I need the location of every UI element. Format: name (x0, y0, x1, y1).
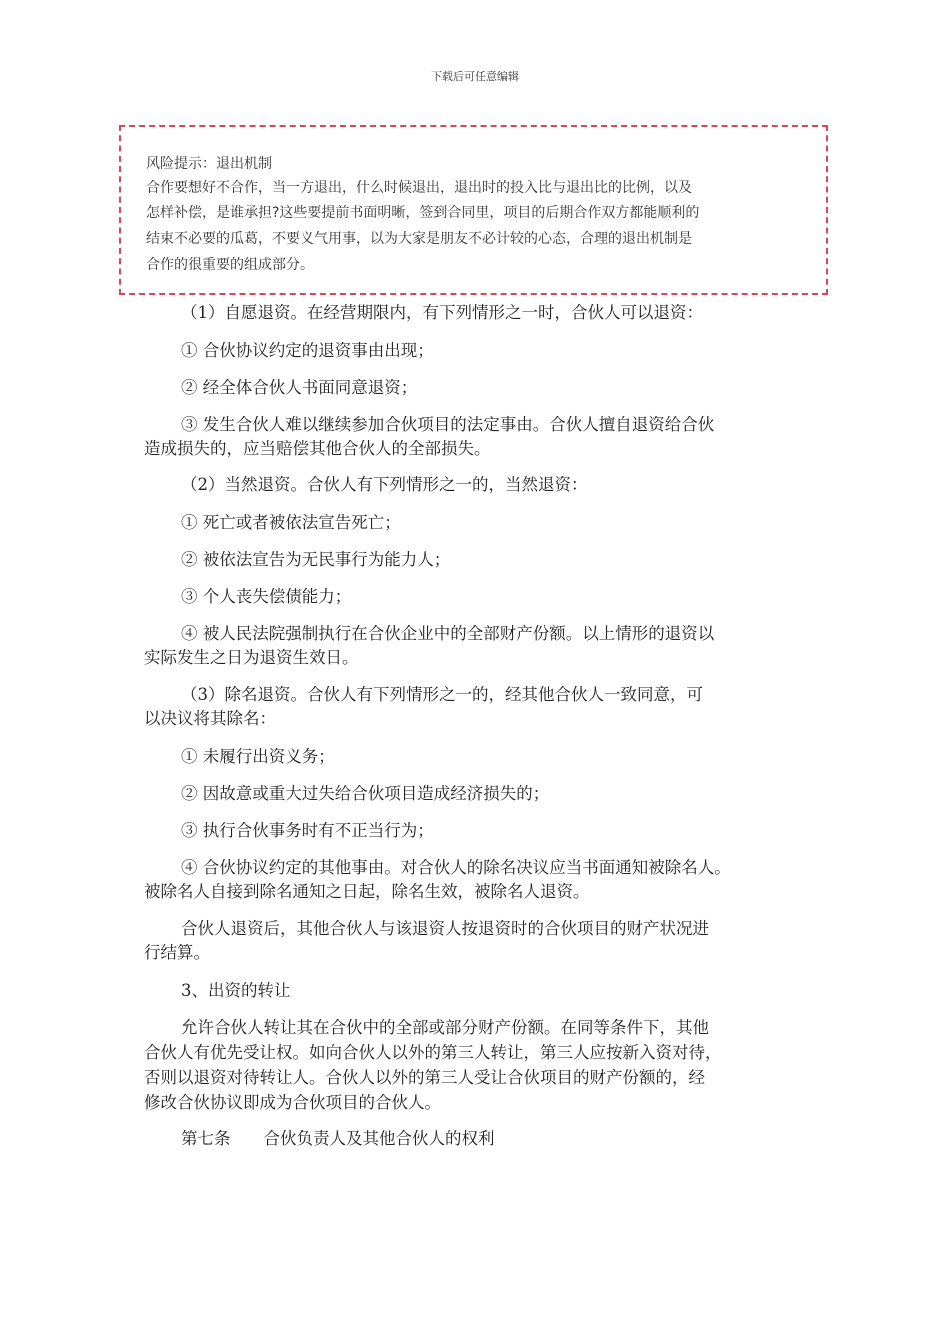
list-item: ② 经全体合伙人书面同意退资； (181, 378, 418, 397)
paragraph-continuation: 否则以退资对待转让人。合伙人以外的第三人受让合伙项目的财产份额的，经 (144, 1068, 705, 1087)
paragraph-expulsion-withdrawal: （3）除名退资。合伙人有下列情形之一的，经其他合伙人一致同意，可 (181, 685, 703, 704)
list-item: ④ 合伙协议约定的其他事由。对合伙人的除名决议应当书面通知被除名人。 (181, 858, 731, 877)
risk-warning-line: 合作要想好不合作，当一方退出，什么时候退出，退出时的投入比与退出比的比例，以及 (146, 180, 692, 196)
paragraph-continuation: 修改合伙协议即成为合伙项目的合伙人。 (144, 1093, 441, 1112)
list-item-continuation: 被除名人自接到除名通知之日起，除名生效，被除名人退资。 (144, 882, 590, 901)
paragraph-settlement: 合伙人退资后，其他合伙人与该退资人按退资时的合伙项目的财产状况进 (181, 919, 709, 938)
list-item: ① 合伙协议约定的退资事由出现； (181, 341, 434, 360)
list-item: ③ 发生合伙人难以继续参加合伙项目的法定事由。合伙人擅自退资给合伙 (181, 415, 715, 434)
list-item: ① 未履行出资义务； (181, 747, 335, 766)
paragraph-continuation: 以决议将其除名： (144, 709, 276, 728)
article-heading: 第七条 合伙负责人及其他合伙人的权利 (181, 1129, 495, 1148)
paragraph-automatic-withdrawal: （2）当然退资。合伙人有下列情形之一的，当然退资： (181, 475, 588, 494)
list-item: ② 被依法宣告为无民事行为能力人； (181, 550, 451, 569)
risk-warning-line: 合作的很重要的组成部分。 (146, 257, 314, 273)
paragraph-continuation: 合伙人有优先受让权。如向合伙人以外的第三人转让，第三人应按新入资对待， (144, 1043, 722, 1062)
list-item: ③ 个人丧失偿债能力； (181, 587, 352, 606)
paragraph-voluntary-withdrawal: （1）自愿退资。在经营期限内，有下列情形之一时，合伙人可以退资： (181, 303, 703, 322)
list-item-continuation: 造成损失的，应当赔偿其他合伙人的全部损失。 (144, 439, 491, 458)
risk-warning-line: 结束不必要的瓜葛，不要义气用事，以为大家是朋友不必计较的心态，合理的退出机制是 (146, 231, 692, 247)
list-item: ④ 被人民法院强制执行在合伙企业中的全部财产份额。以上情形的退资以 (181, 624, 715, 643)
section-heading-transfer: 3、出资的转让 (181, 981, 291, 1000)
header-note: 下载后可任意编辑 (431, 70, 519, 83)
list-item: ③ 执行合伙事务时有不正当行为； (181, 821, 434, 840)
list-item-continuation: 实际发生之日为退资生效日。 (144, 648, 359, 667)
list-item: ① 死亡或者被依法宣告死亡； (181, 513, 401, 532)
risk-warning-title: 风险提示：退出机制 (146, 156, 272, 172)
list-item: ② 因故意或重大过失给合伙项目造成经济损失的； (181, 784, 550, 803)
paragraph-transfer: 允许合伙人转让其在合伙中的全部或部分财产份额。在同等条件下，其他 (181, 1018, 709, 1037)
risk-warning-line: 怎样补偿，是谁承担?这些要提前书面明晰，签到合同里，项目的后期合作双方都能顺利的 (146, 205, 700, 221)
paragraph-continuation: 行结算。 (144, 943, 210, 962)
